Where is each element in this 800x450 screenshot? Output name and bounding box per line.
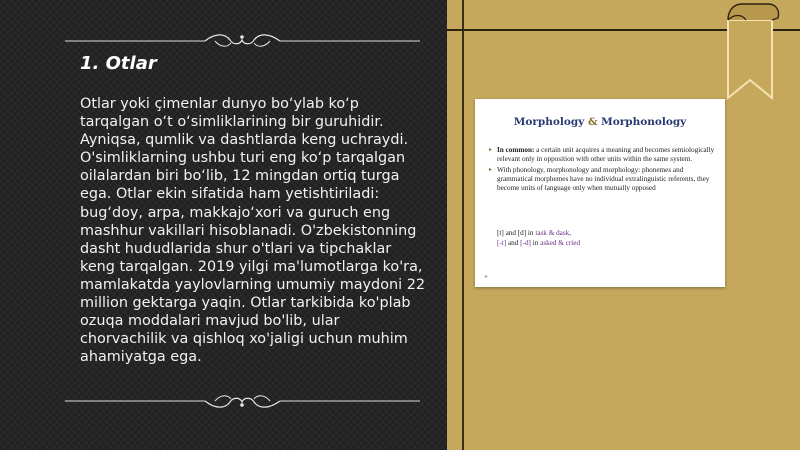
embedded-slide-image (475, 99, 725, 287)
frame-line-vertical (462, 0, 464, 450)
slide-example-line (497, 238, 580, 248)
example-text: and (506, 239, 521, 247)
example-phoneme: [-d] (520, 239, 531, 247)
slide-title (475, 116, 725, 128)
example-phoneme: [-t] (497, 239, 507, 247)
slide-bullet-item (489, 166, 715, 194)
slide-title-left: Morphology (513, 116, 585, 128)
page-title: 1. Otlar (80, 53, 157, 74)
slide-title-amp: & (587, 116, 598, 128)
bullet-text: With phonology, morphonology and morphology: phonemes and grammatical morphemes have no individual extralinguistic referents, they become units of language only when mutually opposed (497, 165, 710, 193)
bullet-arrow-icon: ▸ (489, 166, 493, 173)
ornament-flourish-icon (65, 391, 420, 411)
bullet-lead: In common: (497, 146, 535, 154)
example-text: in (530, 239, 541, 247)
slide-corner-icon: ▸ (485, 273, 489, 280)
bookmark-ribbon-icon (720, 0, 780, 105)
slide-example-line (497, 228, 571, 238)
example-words: task & dask (535, 229, 570, 237)
example-words: asked & cried (540, 239, 581, 247)
bullet-text: a certain unit acquires a meaning and becomes semiologically relevant only in opposition with other units within the same system. (497, 146, 715, 164)
body-paragraph: Otlar yoki çimenlar dunyo bo‘ylab ko‘p tarqalgan o‘t o‘simliklarining bir guruhidir. Ayniqsa, qumlik va dashtlarda keng uchraydi. O'simliklarning ushbu turi eng ko‘p tarqalgan oilalardan biri bo‘lib, 12 mingdan ortiq turga ega. Otlar ekin sifatida ham yetishtiriladi: bug‘doy, arpa, makkajo‘xori va guruch eng mashhur vakillari hisoblanadi. O'zbekistonning dasht hududlarida shur o'tlari va tipchaklar keng tarqalgan. 2019 yilgi ma'lumotlarga ko'ra, mamlakatda yaylovlarning umumiy maydoni 22 million gektarga yaqin. Otlar tarkibida ko'plab ozuqa moddalari mavjud bo'lib, ular chorvachilik va qishloq xo'jaligi uchun muhim ahamiyatga ega. (80, 96, 426, 366)
slide-title-right: Morphonology (601, 116, 687, 128)
ornament-flourish-icon (65, 31, 420, 51)
bullet-arrow-icon: ▸ (489, 147, 493, 153)
example-text: , (569, 229, 572, 237)
slide-bullet-item (489, 146, 715, 165)
example-text: [t] and [d] in (497, 229, 536, 237)
slide-bullet-list (489, 146, 715, 194)
